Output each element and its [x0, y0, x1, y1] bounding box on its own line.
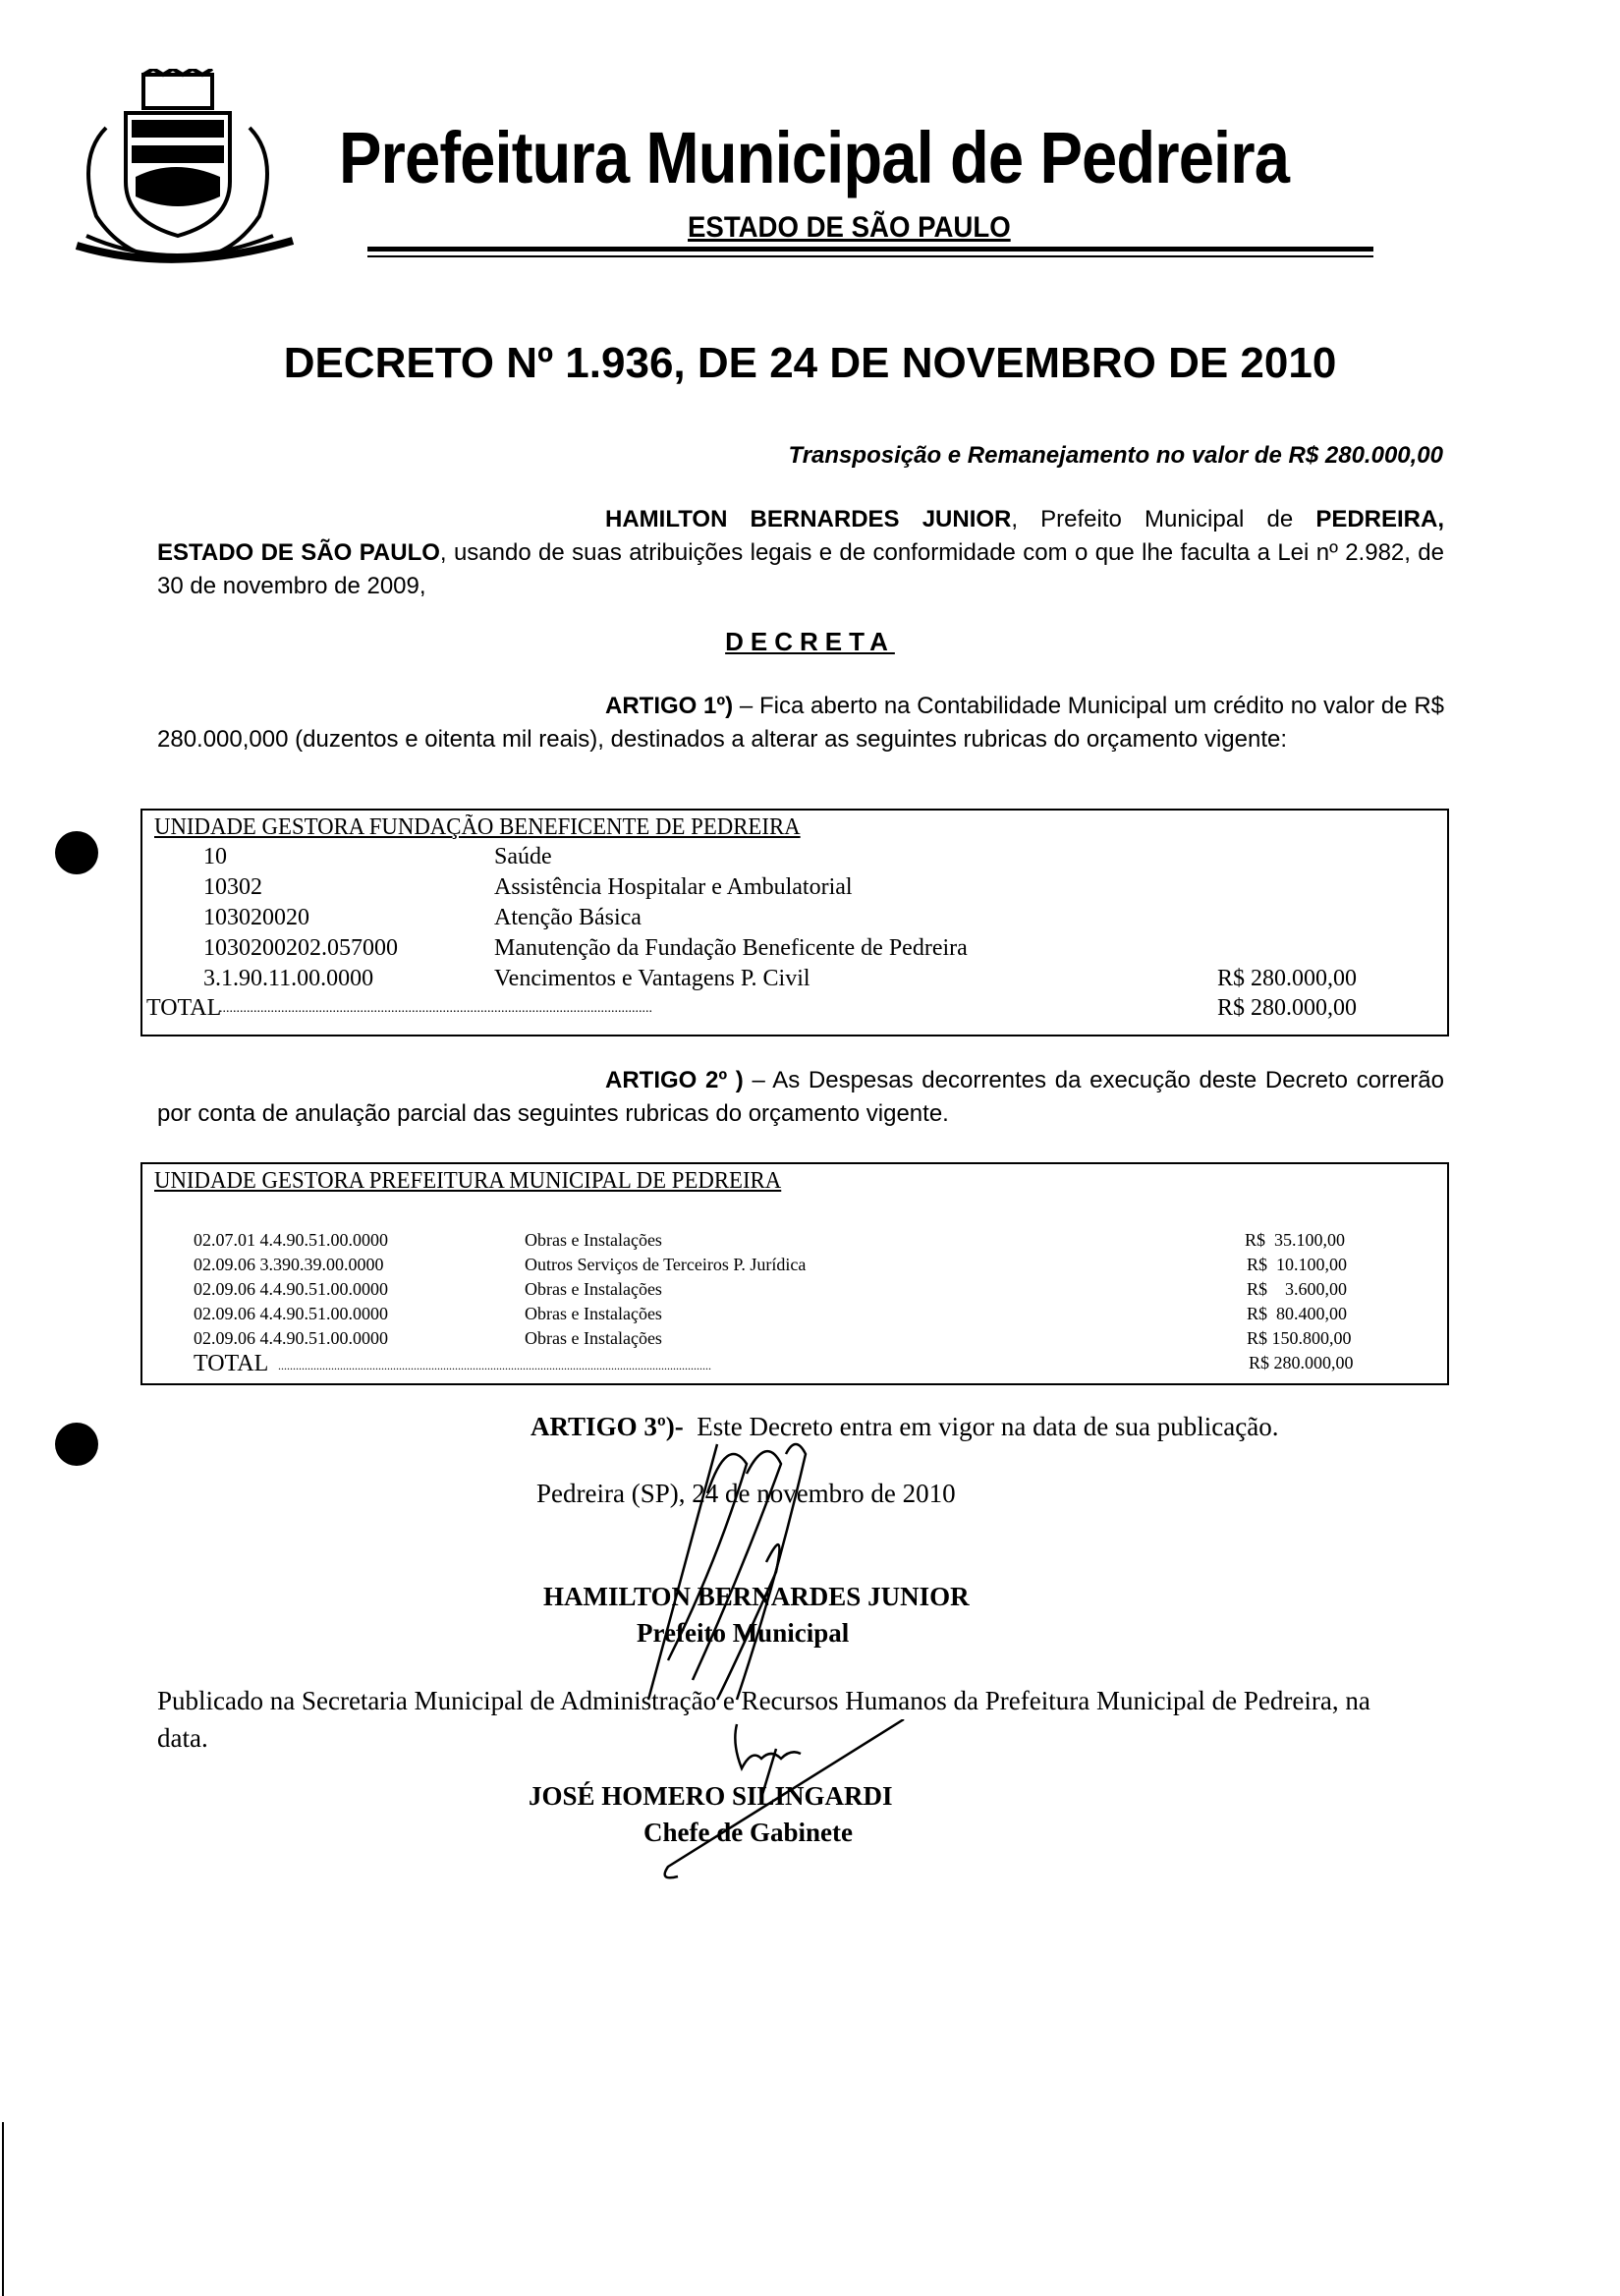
mayor-signatory-role: Prefeito Municipal	[637, 1618, 850, 1648]
punch-hole-icon	[55, 831, 98, 874]
total-label: TOTAL	[146, 995, 222, 1021]
row-value: R$ 35.100,00	[1245, 1230, 1346, 1250]
total-leader-dots: ..............................................................................................................................	[219, 1001, 652, 1016]
organization-name: Prefeitura Municipal de Pedreira	[339, 117, 1290, 198]
artigo-1-label: ARTIGO 1º)	[605, 693, 734, 719]
decreta-heading: DECRETA	[725, 627, 895, 656]
artigo-3-text: Este Decreto entra em vigor na data de sua publicação.	[683, 1412, 1279, 1441]
total-value: R$ 280.000,00	[1217, 995, 1358, 1021]
artigo-1-text: – Fica aberto na Contabilidade Municipal um crédito no valor de R$ 280.000,000 (duzentos e oitenta mil reais), destinados a alterar as seguintes rubricas do orçamento vigente:	[157, 693, 1444, 753]
state-name: ESTADO DE SÃO PAULO	[688, 211, 1011, 244]
row-description: Obras e Instalações	[525, 1279, 662, 1299]
date-line: Pedreira (SP), 24 de novembro de 2010	[536, 1479, 956, 1508]
row-code: 02.09.06 4.4.90.51.00.0000	[194, 1304, 388, 1323]
row-code: 02.07.01 4.4.90.51.00.0000	[194, 1230, 388, 1250]
row-description: Obras e Instalações	[525, 1230, 662, 1250]
place-name: PEDREIRA, ESTADO DE SÃO PAULO	[157, 506, 1444, 566]
municipal-coat-of-arms-icon	[67, 69, 303, 265]
mayor-signature-icon	[589, 1434, 884, 1709]
row-code: 02.09.06 4.4.90.51.00.0000	[194, 1279, 388, 1299]
chief-signatory-name: JOSÉ HOMERO SILINGARDI	[529, 1781, 893, 1811]
row-description: Vencimentos e Vantagens P. Civil	[494, 966, 810, 991]
decree-subtitle: Transposição e Remanejamento no valor de R$ 280.000,00	[788, 442, 1443, 469]
row-code: 10	[203, 844, 227, 869]
row-value: R$ 3.600,00	[1247, 1279, 1348, 1299]
artigo-1-paragraph	[157, 690, 1444, 756]
total-label: TOTAL	[194, 1351, 269, 1376]
total-leader-dots: ...................................................................................................................................................	[278, 1359, 711, 1372]
row-code: 1030200202.057000	[203, 935, 398, 961]
preamble-text-2: , usando de suas atribuições legais e de conformidade com o que lhe faculta a Lei nº 2.982, de 30 de novembro de 2009,	[157, 539, 1444, 599]
row-code: 02.09.06 4.4.90.51.00.0000	[194, 1328, 388, 1348]
scan-edge-line	[2, 2122, 4, 2296]
preamble-text-1: , Prefeito Municipal de	[1011, 506, 1316, 532]
row-description: Saúde	[494, 844, 552, 869]
mayor-signatory-name: HAMILTON BERNARDES JUNIOR	[543, 1582, 970, 1611]
row-description: Atenção Básica	[494, 905, 642, 930]
decree-title: DECRETO Nº 1.936, DE 24 DE NOVEMBRO DE 2010	[283, 339, 1337, 387]
row-value: R$ 280.000,00	[1217, 966, 1358, 991]
mayor-name: HAMILTON BERNARDES JUNIOR	[605, 506, 1012, 532]
publication-note: Publicado na Secretaria Municipal de Administração e Recursos Humanos da Prefeitura Municipal de Pedreira, na data.	[157, 1686, 1370, 1753]
row-code: 10302	[203, 874, 262, 900]
row-code: 103020020	[203, 905, 309, 930]
artigo-2-text: – As Despesas decorrentes da execução deste Decreto correrão por conta de anulação parcial das seguintes rubricas do orçamento vigente.	[157, 1067, 1444, 1127]
header-rule-thick	[367, 247, 1373, 252]
row-description: Assistência Hospitalar e Ambulatorial	[494, 874, 853, 900]
row-code: 3.1.90.11.00.0000	[203, 966, 374, 991]
budget-table-prefeitura	[140, 1162, 1449, 1385]
total-value: R$ 280.000,00	[1249, 1353, 1354, 1372]
budget-table-fundacao	[140, 809, 1449, 1036]
artigo-2-paragraph	[157, 1064, 1444, 1131]
chief-signatory-role: Chefe de Gabinete	[643, 1818, 853, 1847]
artigo-2-label: ARTIGO 2º )	[605, 1067, 744, 1093]
preamble-paragraph	[157, 503, 1444, 603]
row-value: R$ 150.800,00	[1247, 1328, 1352, 1348]
artigo-3-paragraph	[531, 1412, 1278, 1442]
punch-hole-icon	[55, 1423, 98, 1466]
artigo-3-label: ARTIGO 3º)-	[531, 1412, 684, 1441]
row-description: Manutenção da Fundação Beneficente de Pedreira	[494, 935, 968, 961]
header-rule-thin	[367, 255, 1373, 257]
table-2-header: UNIDADE GESTORA PREFEITURA MUNICIPAL DE PEDREIRA	[154, 1168, 782, 1194]
row-description: Obras e Instalações	[525, 1328, 662, 1348]
row-code: 02.09.06 3.390.39.00.0000	[194, 1255, 384, 1274]
table-1-header: UNIDADE GESTORA FUNDAÇÃO BENEFICENTE DE PEDREIRA	[154, 814, 801, 840]
row-description: Obras e Instalações	[525, 1304, 662, 1323]
row-value: R$ 80.400,00	[1247, 1304, 1348, 1323]
row-description: Outros Serviços de Terceiros P. Jurídica	[525, 1255, 807, 1274]
row-value: R$ 10.100,00	[1247, 1255, 1348, 1274]
